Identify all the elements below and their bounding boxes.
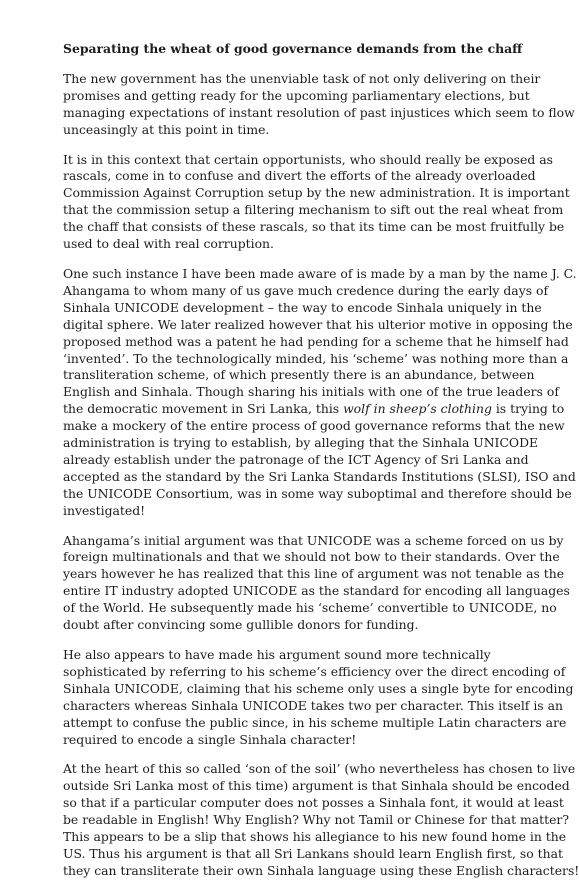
text-run: managing expectations of instant resolution of past injustices which seem to flow xyxy=(63,104,575,120)
text-run: US. Thus his argument is that all Sri Lankans should learn English first, so that xyxy=(63,845,563,861)
text-run: Ahangama’s initial argument was that UNICODE was a scheme forced on us by xyxy=(63,532,564,548)
text-run: Commission Against Corruption setup by the new administration. It is important xyxy=(63,185,570,201)
text-line xyxy=(63,316,573,334)
text-line xyxy=(63,663,566,681)
text-line xyxy=(63,300,541,317)
text-run: accepted as the standard by the Sri Lanka Standards Institutions (SLSI), ISO and xyxy=(63,468,576,484)
text-line xyxy=(63,282,549,300)
text-line xyxy=(63,367,541,384)
text-line xyxy=(63,384,559,401)
text-run: so that if a particular computer does not posses a Sinhala font, it would at least xyxy=(63,795,564,811)
text-run: promises and getting ready for the upcoming parliamentary elections, but xyxy=(63,87,530,103)
text-run: make a mockery of the entire process of good governance reforms that the new xyxy=(63,418,565,434)
text-line xyxy=(63,583,570,600)
text-line xyxy=(63,485,572,503)
article-paragraphs xyxy=(63,70,579,880)
paragraph xyxy=(63,532,570,634)
text-run: investigated! xyxy=(63,502,146,518)
paragraph xyxy=(63,151,570,253)
text-run: doubt after convincing some gullible donors for funding. xyxy=(63,617,419,633)
text-line xyxy=(63,122,541,139)
paragraph xyxy=(63,70,575,139)
text-run: outside Sri Lanka most of this time) argument is that Sinhala should be encoded xyxy=(63,778,570,794)
italic-text: wolf in sheep’s clothing xyxy=(343,401,492,417)
text-run: Ahangama to whom many of us gave much credence during the early days of xyxy=(63,282,549,298)
text-line xyxy=(63,532,564,550)
text-run: they can transliterate their own Sinhala language using these English characters! xyxy=(63,862,579,878)
paragraph xyxy=(63,647,574,748)
text-run: entire IT industry adopted UNICODE as the standard for encoding all languages xyxy=(63,583,570,599)
text-line xyxy=(63,151,553,169)
text-line xyxy=(63,778,570,795)
text-line xyxy=(63,435,541,452)
text-run: be readable in English! Why English? Why not Tamil or Chinese for that matter? xyxy=(63,812,569,828)
text-run: Sinhala UNICODE, claiming that his scheme only uses a single byte for encoding xyxy=(63,680,574,696)
text-line xyxy=(63,202,564,219)
text-run: The new government has the unenviable task of not only delivering on their xyxy=(63,70,541,86)
text-line xyxy=(63,795,564,812)
text-line xyxy=(63,714,567,732)
article-body xyxy=(63,41,579,893)
text-run: rascals, come in to confuse and divert the efforts of the already overloaded xyxy=(63,168,536,184)
paragraph xyxy=(63,265,577,520)
text-run: already establish under the patronage of the ICT Agency of Sri Lanka and xyxy=(63,451,529,467)
text-line xyxy=(63,265,577,283)
text-line xyxy=(63,566,565,583)
text-line xyxy=(63,452,541,469)
article-title: Separating the wheat of good governance demands from the chaff xyxy=(63,41,523,56)
text-line xyxy=(63,71,541,88)
text-run: It is in this context that certain opportunists, who should really be exposed as xyxy=(63,151,553,167)
text-run: digital sphere. We later realized however that his ulterior motive in opposing the xyxy=(63,316,573,332)
text-line xyxy=(63,401,565,418)
text-run: At the heart of this so called ‘son of the soil’ (who nevertheless has chosen to live xyxy=(63,761,576,777)
text-line xyxy=(63,600,557,617)
text-run: administration is trying to establish, by alleging that the Sinhala UNICODE xyxy=(63,435,539,451)
text-line xyxy=(63,236,541,253)
text-line xyxy=(63,88,541,105)
text-run: attempt to confuse the public since, in his scheme multiple Latin characters are xyxy=(63,714,567,730)
text-line xyxy=(63,732,541,749)
text-run: One such instance I have been made aware of is made by a man by the name J. C. xyxy=(63,265,577,281)
text-run: characters whereas Sinhala UNICODE takes two per character. This itself is an xyxy=(63,697,563,713)
text-line xyxy=(63,185,570,202)
text-line xyxy=(63,549,560,566)
text-run: unceasingly at this point in time. xyxy=(63,121,270,137)
text-line xyxy=(63,468,576,486)
text-line xyxy=(63,168,541,185)
paragraph xyxy=(63,761,579,879)
text-run: ‘invented’. To the technologically minded, his ‘scheme’ was nothing more than a xyxy=(63,350,569,366)
text-run: the democratic movement in Sri Lanka, this xyxy=(63,401,344,417)
text-line xyxy=(63,333,569,351)
text-line xyxy=(63,350,569,368)
text-run: used to deal with real corruption. xyxy=(63,236,274,252)
text-line xyxy=(63,761,576,778)
text-line xyxy=(63,418,565,435)
text-run: English and Sinhala. Though sharing his initials with one of the true leaders of xyxy=(63,384,559,400)
text-line xyxy=(63,812,569,829)
text-run: that the commission setup a filtering mechanism to sift out the real wheat from xyxy=(63,202,564,218)
text-line xyxy=(63,862,579,880)
text-run: foreign multinationals and that we should not bow to their standards. Over the xyxy=(63,549,560,565)
text-run: required to encode a single Sinhala character! xyxy=(63,731,357,747)
text-run: the UNICODE Consortium, was in some way suboptimal and therefore should be xyxy=(63,485,572,501)
text-line xyxy=(63,647,541,664)
text-line xyxy=(63,503,541,520)
text-line xyxy=(63,829,567,846)
text-run: This appears to be a slip that shows his allegiance to his new found home in the xyxy=(63,829,567,845)
text-run: of the World. He subsequently made his ‘scheme’ convertible to UNICODE, no xyxy=(63,600,557,616)
text-line xyxy=(63,617,541,634)
text-run: proposed method was a patent he had pending for a scheme that he himself had xyxy=(63,333,569,349)
text-line xyxy=(63,697,563,715)
text-run: He also appears to have made his argument sound more technically xyxy=(63,647,491,662)
text-run: years however he has realized that this line of argument was not tenable as the xyxy=(63,566,565,582)
text-line xyxy=(63,104,575,122)
text-run: is trying to xyxy=(491,401,565,417)
text-run: sophisticated by referring to his scheme’s efficiency over the direct encoding of xyxy=(63,663,566,679)
text-run: Sinhala UNICODE development – the way to encode Sinhala uniquely in the xyxy=(63,299,542,315)
text-run: transliteration scheme, of which presently there is an abundance, between xyxy=(63,367,535,383)
text-line xyxy=(63,845,563,863)
text-line xyxy=(63,219,565,236)
text-line xyxy=(63,680,574,698)
text-run: the chaff that consists of these rascals, so that its time can be most fruitfully be xyxy=(63,219,565,235)
